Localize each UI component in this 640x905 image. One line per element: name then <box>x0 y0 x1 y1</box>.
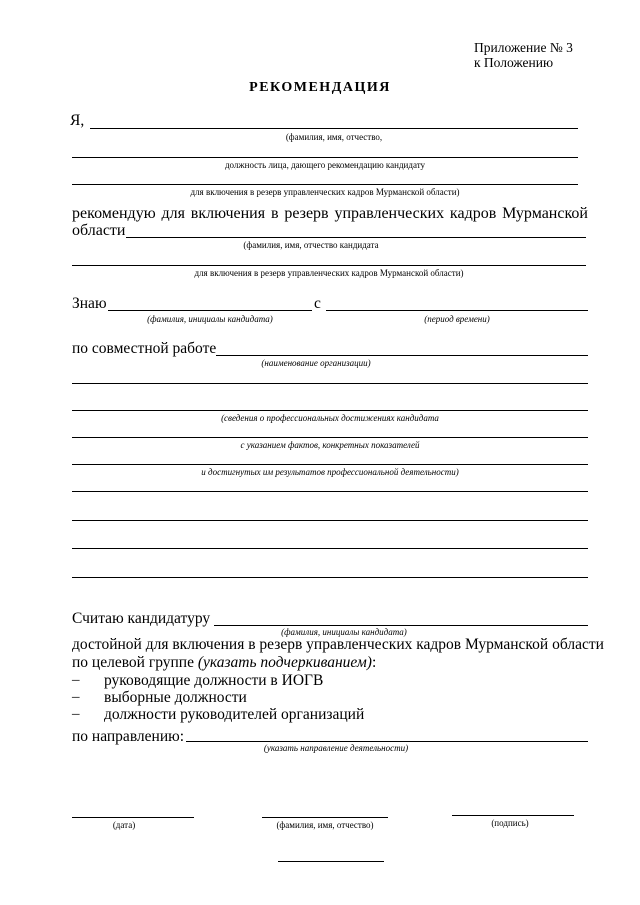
consider-candidate-caption: (фамилия, инициалы кандидата) <box>281 627 407 637</box>
target-group-text <box>72 654 376 672</box>
direction-caption: (указать направление деятельности) <box>263 743 409 753</box>
period-line[interactable] <box>326 310 588 311</box>
recommend-text: рекомендую для включения в резерв управленческих кадров Мурманской <box>72 205 588 222</box>
group-dash-2: – <box>72 689 80 705</box>
direction-label: по направлению: <box>72 728 185 745</box>
appendix-header <box>474 40 573 70</box>
direction-line[interactable] <box>186 741 588 742</box>
target-group-hint: (указать подчеркиванием) <box>197 654 372 671</box>
reserve-caption-2: для включения в резерв управленческих кадров Мурманской области) <box>194 268 464 278</box>
group-option-org-heads[interactable]: должности руководителей организаций <box>104 706 365 723</box>
period-caption: (период времени) <box>424 314 490 324</box>
achievement-line-8[interactable] <box>72 577 588 578</box>
reserve-line-2[interactable] <box>72 265 586 266</box>
achievement-line-6[interactable] <box>72 520 588 521</box>
signer-name-caption: (фамилия, имя, отчество) <box>276 820 374 830</box>
candidate-name-line[interactable] <box>126 237 586 238</box>
appendix-reference: к Положению <box>474 55 554 70</box>
achievement-caption-2: с указанием фактов, конкретных показателей <box>240 440 420 450</box>
know-name-line[interactable] <box>108 310 312 311</box>
organization-caption: (наименование организации) <box>261 358 371 368</box>
group-dash-1: – <box>72 672 80 688</box>
signature-line[interactable] <box>452 815 574 816</box>
joint-work-label: по совместной работе <box>72 340 217 357</box>
target-group-colon: : <box>371 654 377 671</box>
oblast-label: области <box>72 222 126 239</box>
reserve-caption-1: для включения в резерв управленческих кадров Мурманской области) <box>190 187 460 197</box>
recommender-position-line[interactable] <box>72 157 578 158</box>
worthy-text: достойной для включения в резерв управленческих кадров Мурманской области <box>72 636 604 653</box>
know-name-caption: (фамилия, инициалы кандидата) <box>147 314 273 324</box>
target-group-label: по целевой группе <box>72 654 198 671</box>
achievement-line-4[interactable] <box>72 464 588 465</box>
appendix-number: Приложение № 3 <box>474 40 573 55</box>
ya-label: Я, <box>70 112 85 129</box>
consider-label: Считаю кандидатуру <box>72 610 211 627</box>
achievement-line-3[interactable] <box>72 437 588 438</box>
document-title: РЕКОМЕНДАЦИЯ <box>249 80 391 95</box>
signer-name-line[interactable] <box>262 817 388 818</box>
achievement-line-5[interactable] <box>72 491 588 492</box>
know-label: Знаю <box>72 295 107 312</box>
group-option-iogv[interactable]: руководящие должности в ИОГВ <box>104 672 324 689</box>
candidate-name-caption: (фамилия, имя, отчество кандидата <box>243 240 379 250</box>
bottom-divider <box>278 861 384 862</box>
organization-line[interactable] <box>216 355 588 356</box>
signature-caption: (подпись) <box>491 818 529 828</box>
date-caption: (дата) <box>112 820 136 830</box>
achievement-line-7[interactable] <box>72 548 588 549</box>
group-option-elected[interactable]: выборные должности <box>104 689 247 706</box>
since-label: с <box>314 295 321 312</box>
date-line[interactable] <box>72 817 194 818</box>
recommender-position-caption: должность лица, дающего рекомендацию кандидату <box>224 160 426 170</box>
recommender-name-line[interactable] <box>90 128 578 129</box>
group-dash-3: – <box>72 706 80 722</box>
reserve-line-1[interactable] <box>72 184 578 185</box>
achievement-line-2[interactable] <box>72 410 588 411</box>
achievement-caption-1: (сведения о профессиональных достижениях кандидата <box>221 413 439 423</box>
consider-candidate-line[interactable] <box>214 625 588 626</box>
achievement-line-1[interactable] <box>72 383 588 384</box>
achievement-caption-3: и достигнутых им результатов профессиональной деятельности) <box>201 467 459 477</box>
recommender-name-caption: (фамилия, имя, отчество, <box>285 132 383 142</box>
